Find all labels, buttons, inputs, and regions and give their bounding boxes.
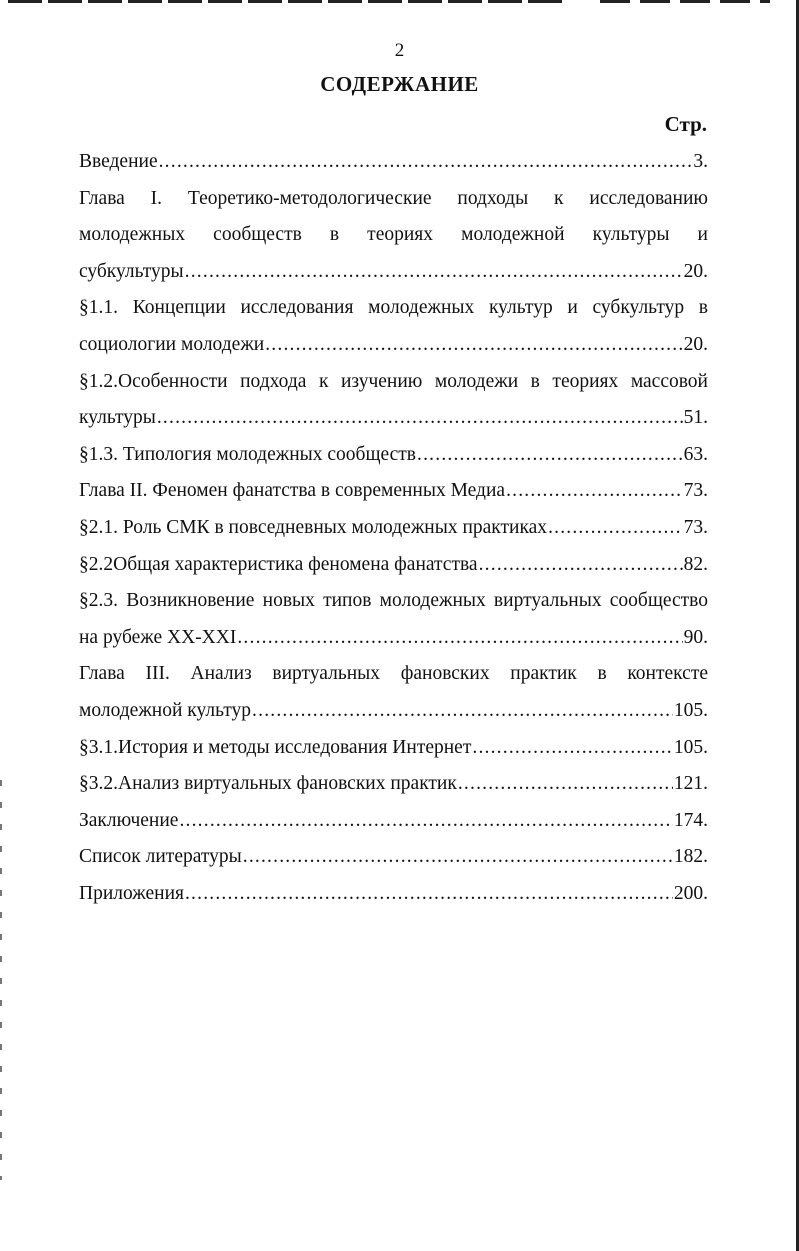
toc-page-number: 63.	[683, 443, 708, 465]
toc-page-number: 82.	[683, 553, 708, 575]
toc-entry-final-line	[79, 803, 708, 840]
toc-entry-line: молодежных сообществ в теориях молодежной культуры и	[79, 224, 708, 246]
toc-entry	[79, 656, 708, 729]
toc-entry-final-line	[79, 400, 708, 437]
toc-page-number: 51.	[683, 407, 708, 429]
dot-leader	[179, 803, 672, 840]
toc-page-number: 200.	[673, 882, 708, 904]
toc-entry-final-line	[79, 144, 708, 181]
toc-entry-text: §1.3. Типология молодежных сообществ	[79, 443, 417, 465]
toc-entry	[79, 181, 708, 291]
toc-entry-final-line	[79, 839, 708, 876]
page-title: СОДЕРЖАНИЕ	[320, 72, 479, 96]
toc-entry-line: §1.1. Концепции исследования молодежных культур и субкультур в	[79, 297, 708, 319]
toc-entry	[79, 364, 708, 437]
dot-leader	[472, 730, 673, 767]
toc-entry	[79, 473, 708, 510]
toc-entry-text: Глава II. Феномен фанатства в современных Медиа	[79, 480, 506, 502]
toc-entry	[79, 290, 708, 363]
dot-leader	[185, 876, 673, 913]
page-column-header: Стр.	[664, 112, 707, 136]
toc-page-number: 174.	[673, 809, 708, 831]
toc-entry-text: субкультуры	[79, 260, 184, 282]
dot-leader	[157, 400, 683, 437]
toc-entry	[79, 510, 708, 547]
top-scan-rule-right	[600, 0, 770, 3]
toc-page-number: 20.	[683, 260, 708, 282]
dot-leader	[243, 839, 673, 876]
toc-entry-final-line	[79, 730, 708, 767]
toc-entry	[79, 766, 708, 803]
toc-entry-text: §3.1.История и методы исследования Интернет	[79, 736, 472, 758]
toc-entry-final-line	[79, 327, 708, 364]
dot-leader	[185, 254, 683, 291]
dot-leader	[506, 473, 683, 510]
toc-entry-line: §2.3. Возникновение новых типов молодежных виртуальных сообщество	[79, 590, 708, 612]
toc-entry-text: Приложения	[79, 882, 184, 904]
toc-entry-line: Глава I. Теоретико-методологические подходы к исследованию	[79, 187, 708, 209]
toc-entry	[79, 839, 708, 876]
left-scan-marks	[0, 780, 2, 1180]
toc-entry-final-line	[79, 473, 708, 510]
toc-entry-final-line	[79, 547, 708, 584]
toc-entry	[79, 547, 708, 584]
table-of-contents	[79, 144, 708, 912]
toc-entry-line: Глава III. Анализ виртуальных фановских практик в контексте	[79, 663, 708, 685]
dot-leader	[237, 620, 682, 657]
toc-entry-final-line	[79, 620, 708, 657]
dot-leader	[252, 693, 673, 730]
toc-entry-final-line	[79, 876, 708, 913]
toc-entry-final-line	[79, 254, 708, 291]
toc-page-number: 73.	[683, 516, 708, 538]
toc-entry-text: §3.2.Анализ виртуальных фановских практик	[79, 773, 457, 795]
toc-page-number: 105.	[673, 736, 708, 758]
toc-entry-final-line	[79, 437, 708, 474]
toc-entry	[79, 583, 708, 656]
toc-entry-text: культуры	[79, 407, 156, 429]
dot-leader	[458, 766, 673, 803]
toc-page-number: 121.	[673, 773, 708, 795]
toc-entry-final-line	[79, 510, 708, 547]
toc-page-number: 182.	[673, 846, 708, 868]
toc-entry	[79, 144, 708, 181]
dot-leader	[479, 547, 683, 584]
toc-entry-line: §1.2.Особенности подхода к изучению молодежи в теориях массовой	[79, 370, 708, 392]
toc-entry-text: §2.2Общая характеристика феномена фанатства	[79, 553, 478, 575]
top-scan-rule	[8, 0, 568, 3]
toc-entry	[79, 803, 708, 840]
toc-page-number: 3.	[693, 151, 708, 172]
dot-leader	[548, 510, 683, 547]
toc-entry-text: на рубеже XX-XXI	[79, 626, 237, 648]
dot-leader	[265, 327, 682, 364]
toc-entry-text: Список литературы	[79, 846, 242, 868]
toc-entry-text: §2.1. Роль СМК в повседневных молодежных практиках	[79, 516, 548, 538]
toc-entry	[79, 437, 708, 474]
toc-entry-text: Введение	[79, 151, 158, 172]
toc-entry-final-line	[79, 693, 708, 730]
toc-entry-text: молодежной культур	[79, 699, 252, 721]
dot-leader	[417, 437, 683, 474]
toc-page-number: 73.	[683, 480, 708, 502]
toc-page-number: 90.	[683, 626, 708, 648]
dot-leader	[159, 144, 693, 181]
toc-page-number: 105.	[673, 699, 708, 721]
toc-entry-final-line	[79, 766, 708, 803]
toc-entry	[79, 876, 708, 913]
page-number: 2	[394, 40, 405, 61]
toc-entry-text: Заключение	[79, 809, 179, 831]
toc-entry-text: социологии молодежи	[79, 333, 265, 355]
toc-entry	[79, 730, 708, 767]
toc-page-number: 20.	[683, 333, 708, 355]
